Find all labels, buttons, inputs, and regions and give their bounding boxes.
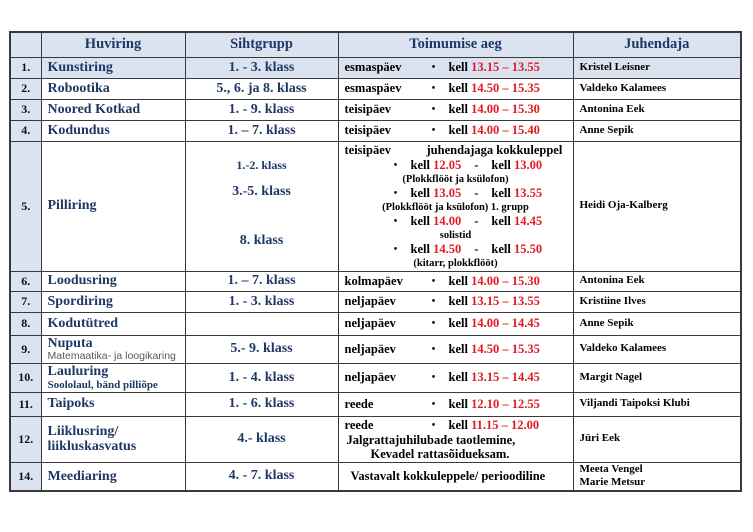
row-number-cell: 3. xyxy=(10,99,41,120)
sihtgrupp-cell xyxy=(185,57,338,78)
bullet-icon: • xyxy=(431,104,436,115)
table-row xyxy=(10,291,741,312)
time-range: 15.50 xyxy=(513,241,543,256)
time-cell xyxy=(338,271,573,291)
time-slot xyxy=(341,186,571,201)
table-body xyxy=(10,57,741,491)
schedule-table xyxy=(9,31,742,492)
bullet-icon: • xyxy=(431,296,436,307)
sihtgrupp-cell xyxy=(185,392,338,416)
time-line xyxy=(341,294,571,309)
table-row xyxy=(10,392,741,416)
time-line xyxy=(341,102,571,117)
row-number-cell: 8. xyxy=(10,312,41,335)
time-range: 13.15 – 13.55 xyxy=(471,294,540,308)
target-group: 1. - 3. klass xyxy=(228,59,295,75)
time-cell xyxy=(338,312,573,335)
juhendaja-cell xyxy=(573,335,741,363)
bullet-icon: • xyxy=(431,419,436,431)
time-kell-label: kell xyxy=(448,102,472,116)
time-line xyxy=(341,60,571,75)
time-cell xyxy=(338,141,573,271)
instructor-name: Jüri Eek xyxy=(579,432,621,445)
time-range: 12.10 – 12.55 xyxy=(471,396,540,411)
target-group: 4.- klass xyxy=(237,431,286,447)
bullet-icon: • xyxy=(431,125,436,136)
huviring-cell xyxy=(41,57,185,78)
target-group: 5.- 9. klass xyxy=(230,341,293,356)
time-kell-label: kell xyxy=(448,81,472,95)
juhendaja-cell xyxy=(573,392,741,416)
time-cell xyxy=(338,363,573,392)
sihtgrupp-cell xyxy=(185,271,338,291)
huviring-cell xyxy=(41,392,185,416)
target-group: 1. – 7. klass xyxy=(227,122,296,138)
time-kell-label: kell xyxy=(491,213,514,228)
time-range: 13.15 – 14.45 xyxy=(471,370,540,385)
row-number-cell: 7. xyxy=(10,291,41,312)
table-row xyxy=(10,99,741,120)
time-dash: - xyxy=(474,157,479,172)
huviring-cell xyxy=(41,141,185,271)
bullet-icon: • xyxy=(393,243,398,255)
table-row xyxy=(10,416,741,462)
time-cell xyxy=(338,57,573,78)
instructor-name: Valdeko Kalamees xyxy=(579,81,667,94)
time-plain: Vastavalt kokkuleppele/ perioodiline xyxy=(350,468,546,483)
activity-title: Liiklusring/ xyxy=(47,423,119,439)
time-kell-label: kell xyxy=(448,417,472,432)
activity-subtitle: Matemaatika- ja loogikaring xyxy=(47,349,176,362)
time-kell-label: kell xyxy=(448,294,472,308)
header-toimumise-aeg: Toimumise aeg xyxy=(338,32,573,57)
row-number-cell: 10. xyxy=(10,363,41,392)
activity-title: Pilliring xyxy=(47,198,97,214)
instructor-name: Marie Metsur xyxy=(579,476,646,489)
instructor-name: Heidi Oja-Kalberg xyxy=(579,199,668,212)
table-row xyxy=(10,120,741,141)
time-day: teisipäev xyxy=(344,102,392,116)
activity-title: Nuputa xyxy=(47,335,93,351)
instructor-name: Anne Sepik xyxy=(579,316,634,329)
time-line xyxy=(341,316,571,331)
table-row xyxy=(10,57,741,78)
instructor-name: Kristel Leisner xyxy=(579,60,651,73)
time-range: 14.50 – 15.35 xyxy=(471,341,540,356)
huviring-cell xyxy=(41,335,185,363)
time-range: 14.50 – 15.35 xyxy=(471,81,540,95)
activity-title: Taipoks xyxy=(47,396,95,412)
bullet-icon: • xyxy=(393,187,398,199)
juhendaja-cell xyxy=(573,416,741,462)
juhendaja-cell xyxy=(573,57,741,78)
time-day: neljapäev xyxy=(344,294,396,308)
time-range: 13.05 xyxy=(433,185,462,200)
juhendaja-cell xyxy=(573,99,741,120)
instructor-name: Viljandi Taipoksi Klubi xyxy=(579,397,690,410)
time-kell-label: kell xyxy=(491,157,514,172)
activity-title: Meediaring xyxy=(47,468,117,484)
time-intro xyxy=(341,143,571,158)
huviring-cell xyxy=(41,363,185,392)
instructor-name: Valdeko Kalamees xyxy=(579,342,667,355)
time-cell xyxy=(338,416,573,462)
time-cell xyxy=(338,99,573,120)
bullet-icon: • xyxy=(431,275,436,287)
instructor-name: Anne Sepik xyxy=(579,123,634,136)
time-cell xyxy=(338,392,573,416)
bullet-icon: • xyxy=(431,318,436,329)
time-slot xyxy=(341,214,571,229)
table-row xyxy=(10,462,741,491)
time-range: 14.00 – 15.40 xyxy=(471,123,540,137)
activity-title: Kunstiring xyxy=(47,59,113,75)
time-slot-note: (Plokkflööt ja ksülofon) xyxy=(402,173,509,185)
juhendaja-cell xyxy=(573,291,741,312)
sihtgrupp-cell xyxy=(185,416,338,462)
time-line xyxy=(341,81,571,96)
activity-subtitle: Soololaul, bänd pilliõpe xyxy=(47,378,158,391)
time-dash: - xyxy=(474,241,479,256)
time-kell-label: kell xyxy=(448,123,472,137)
target-group: 1.-2. klass xyxy=(236,157,287,172)
time-day: reede xyxy=(344,417,374,432)
time-line xyxy=(341,123,571,138)
time-kell-label: kell xyxy=(410,213,434,228)
time-range: 12.05 xyxy=(433,157,462,172)
juhendaja-cell xyxy=(573,120,741,141)
time-cell xyxy=(338,335,573,363)
header-empty-cell xyxy=(10,32,41,57)
activity-title: Robootika xyxy=(47,80,110,96)
row-number-cell: 12. xyxy=(10,416,41,462)
time-slot-note: (kitarr, plokkflööt) xyxy=(413,257,498,269)
time-cell xyxy=(338,120,573,141)
time-kell-label: kell xyxy=(448,316,472,330)
activity-title: Noored Kotkad xyxy=(47,101,141,117)
target-group: 1. - 6. klass xyxy=(228,396,295,412)
instructor-name: Margit Nagel xyxy=(579,370,643,383)
time-note: Kevadel rattasõidueksam. xyxy=(370,446,510,461)
time-day: kolmapäev xyxy=(344,273,403,288)
row-number-cell: 14. xyxy=(10,462,41,491)
sihtgrupp-cell xyxy=(185,141,338,271)
activity-title: Kodundus xyxy=(47,122,110,138)
time-line xyxy=(341,418,571,433)
time-range: 14.00 – 14.45 xyxy=(471,316,540,330)
sihtgrupp-cell xyxy=(185,363,338,392)
bullet-icon: • xyxy=(431,372,436,384)
bullet-icon: • xyxy=(431,83,436,94)
time-line xyxy=(341,342,571,357)
time-line xyxy=(341,370,571,385)
bullet-icon: • xyxy=(393,215,398,227)
row-number-cell: 6. xyxy=(10,271,41,291)
table-row xyxy=(10,78,741,99)
time-cell xyxy=(338,291,573,312)
instructor-name: Meeta Vengel xyxy=(579,462,643,475)
time-note: Jalgrattajuhilubade taotlemine, xyxy=(346,432,516,447)
time-day: neljapäev xyxy=(344,370,396,385)
target-group: 5., 6. ja 8. klass xyxy=(216,80,307,96)
target-group: 1. - 4. klass xyxy=(228,369,295,385)
table-row xyxy=(10,141,741,271)
sihtgrupp-cell xyxy=(185,78,338,99)
juhendaja-cell xyxy=(573,141,741,271)
instructor-name: Kristiine Ilves xyxy=(579,294,646,307)
time-slot xyxy=(341,158,571,173)
row-number-cell: 2. xyxy=(10,78,41,99)
target-group: 1. – 7. klass xyxy=(227,273,296,288)
activity-title: liikluskasvatus xyxy=(47,439,137,455)
bullet-icon: • xyxy=(431,343,436,355)
row-number-cell: 4. xyxy=(10,120,41,141)
time-kell-label: kell xyxy=(448,273,472,288)
time-kell-label: kell xyxy=(410,185,434,200)
instructor-name: Antonina Eek xyxy=(579,102,645,115)
juhendaja-cell xyxy=(573,312,741,335)
table-row xyxy=(10,363,741,392)
time-range: 13.00 xyxy=(513,157,543,172)
juhendaja-cell xyxy=(573,363,741,392)
juhendaja-cell xyxy=(573,271,741,291)
instructor-name: Antonina Eek xyxy=(579,274,645,287)
time-range: 14.00 – 15.30 xyxy=(471,273,540,288)
time-range: 13.55 xyxy=(513,185,543,200)
huviring-cell xyxy=(41,99,185,120)
time-day: teisipäev xyxy=(344,142,392,157)
row-number-cell: 11. xyxy=(10,392,41,416)
target-group: 4. - 7. klass xyxy=(228,468,295,484)
time-range: 14.00 – 15.30 xyxy=(471,102,540,116)
time-kell-label: kell xyxy=(448,370,472,385)
activity-title: Spordiring xyxy=(47,293,113,309)
time-slot xyxy=(341,242,571,257)
sihtgrupp-cell xyxy=(185,335,338,363)
time-kell-label: kell xyxy=(410,241,434,256)
time-kell-label: kell xyxy=(448,60,472,74)
time-range: 13.15 – 13.55 xyxy=(471,60,540,74)
sihtgrupp-cell xyxy=(185,291,338,312)
time-intro-text: juhendajaga kokkuleppel xyxy=(426,142,563,157)
target-group: 3.-5. klass xyxy=(232,183,291,199)
time-kell-label: kell xyxy=(410,157,434,172)
row-number-cell: 1. xyxy=(10,57,41,78)
bullet-icon: • xyxy=(431,62,436,73)
time-range: 14.45 xyxy=(513,213,543,228)
time-slot-note: (Plokkflööt ja ksülofon) 1. grupp xyxy=(382,201,529,213)
time-day: reede xyxy=(344,396,374,411)
time-kell-label: kell xyxy=(448,396,472,411)
juhendaja-cell xyxy=(573,78,741,99)
row-number-cell: 9. xyxy=(10,335,41,363)
header-huviring: Huviring xyxy=(41,32,185,57)
time-day: neljapäev xyxy=(344,341,396,356)
time-cell xyxy=(338,78,573,99)
time-range: 11.15 – 12.00 xyxy=(471,417,540,432)
target-group: 1. - 9. klass xyxy=(228,101,295,117)
huviring-cell xyxy=(41,271,185,291)
time-kell-label: kell xyxy=(491,241,514,256)
bullet-icon: • xyxy=(393,159,398,171)
sihtgrupp-cell xyxy=(185,99,338,120)
activity-title: Kodutütred xyxy=(47,315,119,331)
bullet-icon: • xyxy=(431,398,436,410)
time-line xyxy=(341,397,571,412)
time-range: 14.50 xyxy=(433,241,462,256)
table-row xyxy=(10,312,741,335)
huviring-cell xyxy=(41,416,185,462)
sihtgrupp-cell xyxy=(185,120,338,141)
juhendaja-cell xyxy=(573,462,741,491)
huviring-cell xyxy=(41,312,185,335)
time-cell xyxy=(338,462,573,491)
time-slot-note: solistid xyxy=(439,229,472,241)
activity-title: Loodusring xyxy=(47,273,117,289)
time-line xyxy=(341,274,571,289)
time-kell-label: kell xyxy=(491,185,514,200)
header-juhendaja: Juhendaja xyxy=(573,32,741,57)
header-sihtgrupp: Sihtgrupp xyxy=(185,32,338,57)
time-kell-label: kell xyxy=(448,341,472,356)
header-row xyxy=(10,32,741,57)
time-day: teisipäev xyxy=(344,123,392,137)
huviring-cell xyxy=(41,462,185,491)
time-day: neljapäev xyxy=(344,316,396,330)
time-day: esmaspäev xyxy=(344,81,402,95)
time-dash: - xyxy=(474,185,479,200)
huviring-cell xyxy=(41,120,185,141)
time-range: 14.00 xyxy=(433,213,462,228)
row-number-cell: 5. xyxy=(10,141,41,271)
time-dash: - xyxy=(474,213,479,228)
target-group: 8. klass xyxy=(239,232,284,248)
table-row xyxy=(10,335,741,363)
target-group: 1. - 3. klass xyxy=(228,293,295,309)
sihtgrupp-cell xyxy=(185,462,338,491)
huviring-cell xyxy=(41,78,185,99)
time-day: esmaspäev xyxy=(344,60,402,74)
activity-title: Lauluring xyxy=(47,363,109,379)
table-row xyxy=(10,271,741,291)
huviring-cell xyxy=(41,291,185,312)
sihtgrupp-cell xyxy=(185,312,338,335)
